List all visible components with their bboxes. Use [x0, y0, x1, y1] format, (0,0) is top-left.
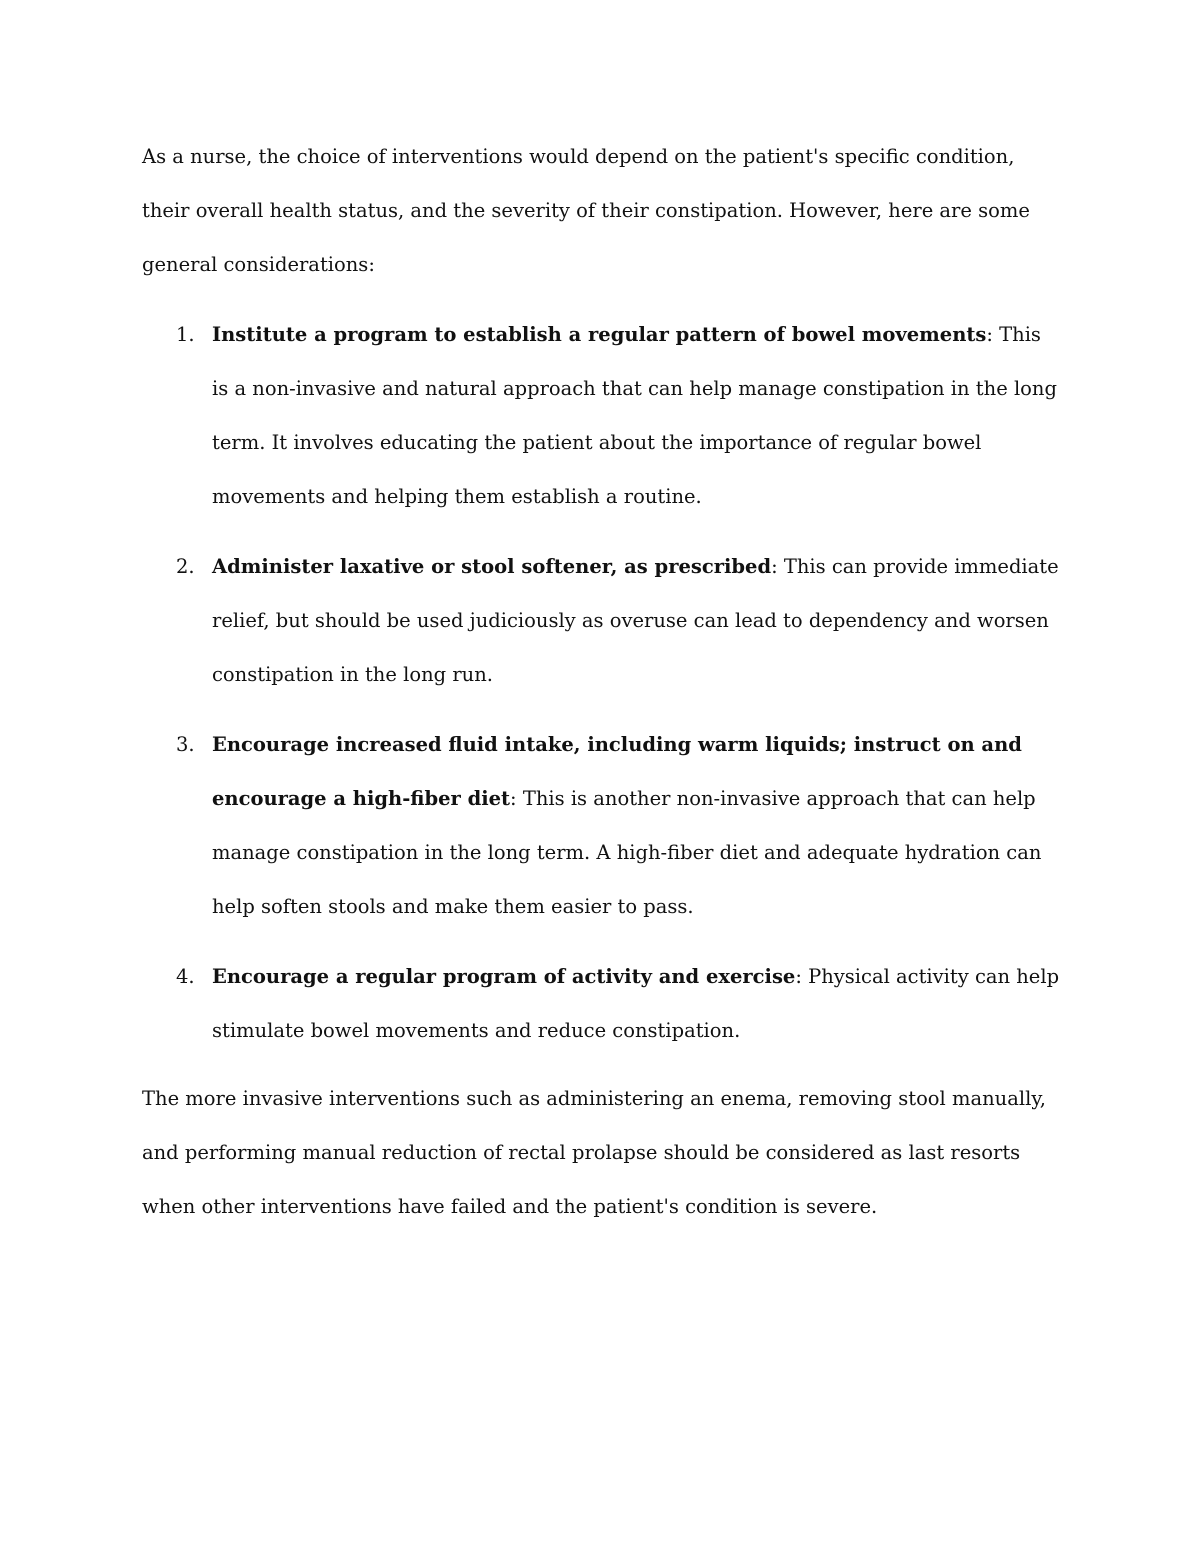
list-item-text: : This can provide immediate relief, but should be used judiciously as overuse can lead to dependency and worsen constipation in the long run. — [212, 555, 1059, 686]
list-item-title: Encourage increased fluid intake, including warm liquids; instruct on and encourage a high-fiber diet — [212, 733, 1022, 810]
list-item-text: : This is a non-invasive and natural approach that can help manage constipation in the long term. It involves educating the patient about the importance of regular bowel movements and helping them establish a routine. — [212, 323, 1057, 508]
list-item-text: : This is another non-invasive approach that can help manage constipation in the long term. A high-fiber diet and adequate hydration can help soften stools and make them easier to pass. — [212, 787, 1042, 918]
conclusion-paragraph: The more invasive interventions such as administering an enema, removing stool manually, and performing manual reduction of rectal prolapse should be considered as last resorts when other interventions have failed and the patient's condition is severe. — [142, 1087, 1046, 1218]
list-item-title: Administer laxative or stool softener, as prescribed — [212, 555, 772, 578]
list-item — [142, 950, 1060, 1058]
list-item-number: 3. — [176, 733, 195, 756]
list-item-number: 4. — [176, 965, 195, 988]
list-item-text: : Physical activity can help stimulate bowel movements and reduce constipation. — [212, 965, 1060, 1042]
list-item — [142, 718, 1060, 934]
list-item — [142, 308, 1060, 524]
considerations-list — [142, 308, 1060, 1058]
list-item — [142, 540, 1060, 702]
list-item-number: 1. — [176, 323, 195, 346]
list-item-number: 2. — [176, 555, 195, 578]
list-item-title: Encourage a regular program of activity and exercise — [212, 965, 796, 988]
intro-paragraph: As a nurse, the choice of interventions would depend on the patient's specific condition, their overall health status, and the severity of their constipation. However, here are some general considerations: — [142, 145, 1030, 276]
list-item-title: Institute a program to establish a regular pattern of bowel movements — [212, 323, 987, 346]
